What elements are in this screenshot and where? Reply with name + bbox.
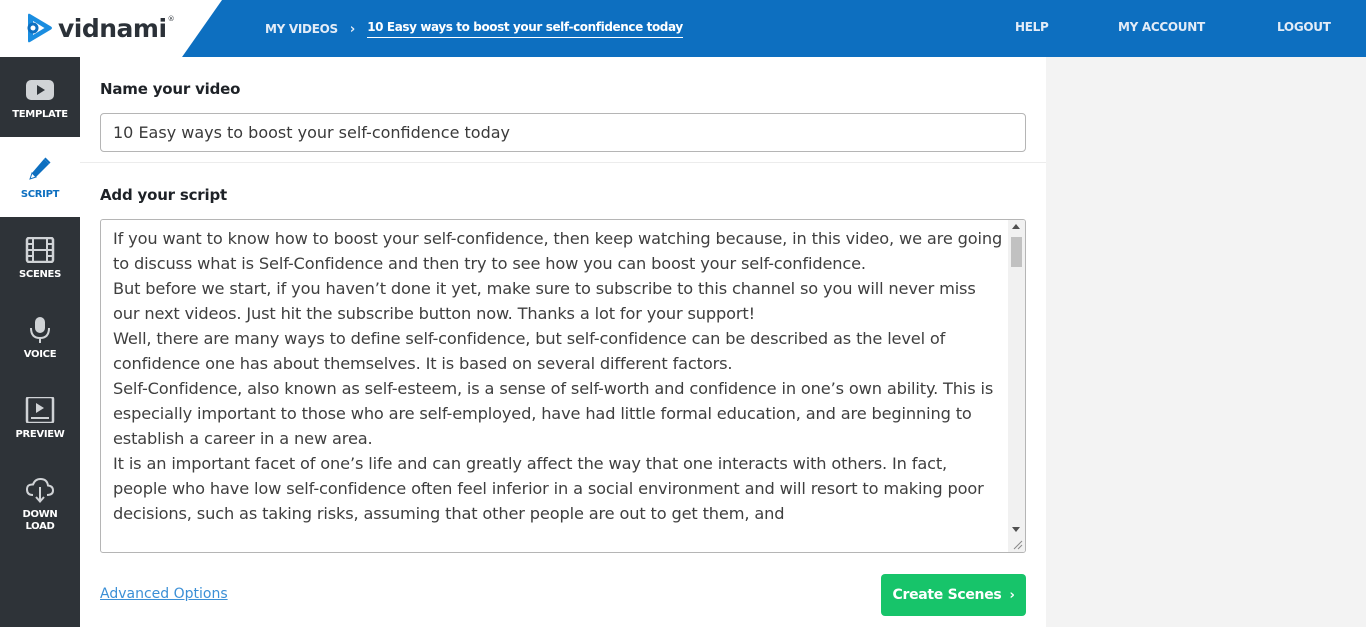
- create-scenes-button[interactable]: [881, 574, 1026, 616]
- scroll-down-arrow-icon[interactable]: [1012, 527, 1020, 532]
- chevron-right-icon: ›: [349, 21, 356, 37]
- script-scrollbar[interactable]: [1008, 220, 1025, 552]
- vidnami-logo-icon: [24, 12, 54, 44]
- script-paragraph: Well, there are many ways to define self-confidence, but self-confidence can be described as the level of confidence one has about themselves. It is based on several different factors.: [113, 329, 946, 373]
- sidebar-item-voice[interactable]: [0, 297, 80, 377]
- add-script-label: Add your script: [100, 186, 227, 204]
- sidebar: [0, 57, 80, 627]
- resize-handle-icon[interactable]: [1013, 540, 1023, 550]
- vidnami-logo[interactable]: [24, 12, 175, 44]
- sidebar-item-label: [22, 509, 57, 533]
- scrollbar-thumb[interactable]: [1011, 237, 1022, 267]
- logo-text: vidnami: [58, 13, 167, 43]
- sidebar-label-line-1: DOWN: [22, 509, 58, 520]
- sidebar-item-label: PREVIEW: [15, 429, 65, 440]
- script-paragraph: Self-Confidence, also known as self-esteem, is a sense of self-worth and confidence in one’s own ability. This is especially important to those who are self-employed, have had little formal education, and are beginning to establish a career in a new area.: [113, 379, 994, 448]
- sidebar-item-label: VOICE: [23, 349, 57, 360]
- cloud-download-icon: [25, 477, 55, 503]
- create-scenes-label: Create Scenes: [892, 587, 1002, 603]
- sidebar-item-label: TEMPLATE: [12, 109, 68, 120]
- sidebar-item-scenes[interactable]: [0, 217, 80, 297]
- top-bar: [0, 0, 1366, 57]
- my-account-link[interactable]: MY ACCOUNT: [1118, 20, 1205, 34]
- section-divider: [80, 162, 1046, 163]
- script-editor-panel: [80, 57, 1046, 627]
- script-paragraph: If you want to know how to boost your self-confidence, then keep watching because, in this video, we are going to discuss what is Self-Confidence and then try to see how you can boost your self-confidence.: [113, 229, 1003, 273]
- sidebar-item-download[interactable]: [0, 457, 80, 537]
- help-link[interactable]: HELP: [1015, 20, 1049, 34]
- chevron-right-icon: ›: [1009, 587, 1015, 603]
- breadcrumb: [265, 20, 683, 38]
- video-name-input[interactable]: [100, 113, 1026, 152]
- microphone-icon: [25, 317, 55, 343]
- script-textarea[interactable]: [100, 219, 1026, 553]
- right-empty-panel: [1046, 57, 1366, 627]
- youtube-play-icon: [25, 77, 55, 103]
- advanced-options-link[interactable]: Advanced Options: [100, 586, 228, 602]
- breadcrumb-current-video[interactable]: 10 Easy ways to boost your self-confidence today: [367, 20, 683, 38]
- script-text[interactable]: [113, 226, 1003, 526]
- sidebar-item-template[interactable]: [0, 57, 80, 137]
- sidebar-item-script[interactable]: [0, 137, 80, 217]
- film-icon: [25, 237, 55, 263]
- breadcrumb-my-videos[interactable]: MY VIDEOS: [265, 22, 338, 36]
- sidebar-item-label: SCRIPT: [20, 189, 60, 200]
- sidebar-item-preview[interactable]: [0, 377, 80, 457]
- sidebar-item-label: SCENES: [19, 269, 61, 280]
- logout-link[interactable]: LOGOUT: [1277, 20, 1331, 34]
- registered-mark: ®: [167, 15, 175, 23]
- scroll-up-arrow-icon[interactable]: [1012, 224, 1020, 229]
- script-paragraph: It is an important facet of one’s life and can greatly affect the way that one interacts with others. In fact, people who have low self-confidence often feel inferior in a social environment and will resort to making poor decisions, such as taking risks, assuming that other people are out to get them, and: [113, 454, 984, 523]
- sidebar-label-line-2: LOAD: [25, 521, 55, 532]
- pencil-icon: [25, 157, 55, 183]
- name-video-label: Name your video: [100, 80, 241, 98]
- script-paragraph: But before we start, if you haven’t done it yet, make sure to subscribe to this channel so you will never miss our next videos. Just hit the subscribe button now. Thanks a lot for your support!: [113, 279, 976, 323]
- preview-play-icon: [25, 397, 55, 423]
